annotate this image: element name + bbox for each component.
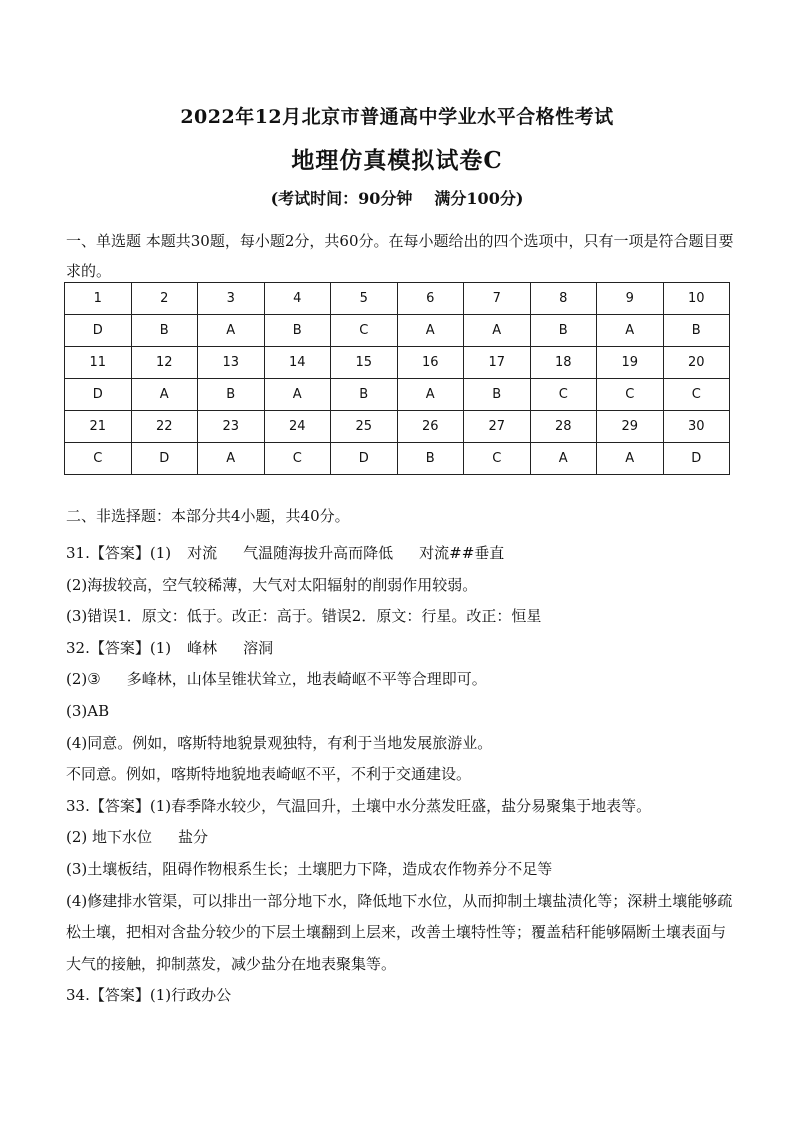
answer-row — [65, 443, 730, 475]
question-number-cell: 8 — [530, 283, 597, 315]
answer-cell: A — [264, 379, 331, 411]
question-number-cell: 26 — [397, 411, 464, 443]
answer-cell: D — [131, 443, 198, 475]
question-number-cell: 1 — [65, 283, 132, 315]
q33-line1: 33.【答案】(1)春季降水较少，气温回升，土壤中水分蒸发旺盛，盐分易聚集于地表等。 — [66, 796, 652, 815]
q31-line2: (2)海拔较高，空气较稀薄，大气对太阳辐射的削弱作用较弱。 — [66, 575, 478, 594]
q31-answer-b: 气温随海拔升高而降低 — [243, 544, 394, 562]
q32-answer-a: 峰林 — [187, 638, 218, 657]
answer-cell: C — [65, 443, 132, 475]
question-number-cell: 5 — [331, 283, 398, 315]
q32-l2-text: 多峰林，山体呈锥状耸立，地表崎岖不平等合理即可。 — [126, 670, 487, 689]
question-number-cell: 25 — [331, 411, 398, 443]
answer-cell: D — [65, 379, 132, 411]
section2-intro: 二、非选择题：本部分共4小题，共40分。 — [66, 507, 350, 525]
question-number-row — [65, 411, 730, 443]
q32-line3: (3)AB — [66, 701, 110, 720]
answer-cell: D — [663, 443, 730, 475]
question-number-cell: 2 — [131, 283, 198, 315]
question-number-cell: 3 — [198, 283, 265, 315]
question-number-cell: 19 — [597, 347, 664, 379]
question-number-cell: 15 — [331, 347, 398, 379]
q33-l2-b: 盐分 — [178, 828, 209, 847]
q32-line1 — [66, 633, 734, 665]
question-number-row — [65, 347, 730, 379]
answer-cell: B — [264, 315, 331, 347]
question-number-cell: 21 — [65, 411, 132, 443]
question-number-cell: 9 — [597, 283, 664, 315]
q33-l2-a: (2) 地下水位 — [66, 828, 153, 847]
exam-time: (考试时间：90分钟 — [270, 189, 413, 208]
answer-cell: B — [464, 379, 531, 411]
question-number-cell: 20 — [663, 347, 730, 379]
answer-cell: C — [331, 315, 398, 347]
question-number-cell: 29 — [597, 411, 664, 443]
answer-row — [65, 315, 730, 347]
q31-answer-a: 对流 — [187, 544, 218, 562]
answer-cell: C — [530, 379, 597, 411]
question-number-cell: 22 — [131, 411, 198, 443]
question-number-cell: 12 — [131, 347, 198, 379]
exam-score: 满分100分) — [434, 189, 524, 208]
section1-intro: 一、单选题 本题共30题，每小题2分，共60分。在每小题给出的四个选项中，只有一项是符合题目要求的。 — [66, 232, 734, 280]
answer-cell: A — [198, 315, 265, 347]
exam-subject-title: 地理仿真模拟试卷C — [291, 147, 503, 174]
answer-cell: A — [131, 379, 198, 411]
question-number-cell: 13 — [198, 347, 265, 379]
q32-line2 — [66, 664, 734, 696]
question-number-cell: 7 — [464, 283, 531, 315]
question-number-cell: 17 — [464, 347, 531, 379]
question-number-cell: 30 — [663, 411, 730, 443]
question-number-cell: 23 — [198, 411, 265, 443]
answer-row — [65, 379, 730, 411]
answer-cell: C — [663, 379, 730, 411]
question-number-cell: 27 — [464, 411, 531, 443]
exam-info — [0, 186, 794, 209]
answers-block — [66, 538, 734, 1012]
answer-cell: B — [663, 315, 730, 347]
question-number-cell: 14 — [264, 347, 331, 379]
exam-title: 2022年12月北京市普通高中学业水平合格性考试 — [180, 106, 614, 128]
q32-answer-b: 溶洞 — [243, 638, 274, 657]
answer-key-table — [64, 282, 730, 475]
question-number-cell: 6 — [397, 283, 464, 315]
q32-l2-label: (2)③ — [66, 670, 101, 689]
answer-cell: B — [331, 379, 398, 411]
question-number-cell: 16 — [397, 347, 464, 379]
q32-line5: 不同意。例如，喀斯特地貌地表崎岖不平，不利于交通建设。 — [66, 765, 472, 784]
answer-cell: A — [597, 443, 664, 475]
q31-prefix: 31.【答案】(1) — [66, 544, 172, 562]
answer-cell: A — [397, 315, 464, 347]
question-number-cell: 4 — [264, 283, 331, 315]
answer-cell: C — [464, 443, 531, 475]
question-number-cell: 10 — [663, 283, 730, 315]
answer-cell: A — [198, 443, 265, 475]
answer-cell: B — [131, 315, 198, 347]
answer-cell: A — [530, 443, 597, 475]
q32-line4: (4)同意。例如，喀斯特地貌景观独特，有利于当地发展旅游业。 — [66, 733, 493, 752]
answer-cell: A — [397, 379, 464, 411]
answer-cell: B — [198, 379, 265, 411]
q33-line2 — [66, 822, 734, 854]
question-number-row — [65, 283, 730, 315]
answer-cell: A — [464, 315, 531, 347]
answer-cell: C — [597, 379, 664, 411]
answer-cell: D — [65, 315, 132, 347]
q33-line3: (3)土壤板结，阻碍作物根系生长；土壤肥力下降，造成农作物养分不足等 — [66, 859, 553, 878]
question-number-cell: 24 — [264, 411, 331, 443]
question-number-cell: 11 — [65, 347, 132, 379]
question-number-cell: 18 — [530, 347, 597, 379]
answer-cell: A — [597, 315, 664, 347]
answer-cell: B — [530, 315, 597, 347]
q32-prefix: 32.【答案】(1) — [66, 638, 172, 657]
question-number-cell: 28 — [530, 411, 597, 443]
q31-answer-c: 对流##垂直 — [419, 544, 505, 562]
answer-cell: B — [397, 443, 464, 475]
q31-line1 — [66, 538, 734, 570]
answer-cell: C — [264, 443, 331, 475]
q31-line3: (3)错误1．原文：低于。改正：高于。错误2．原文：行星。改正：恒星 — [66, 607, 542, 626]
answer-cell: D — [331, 443, 398, 475]
q34-line1: 34.【答案】(1)行政办公 — [66, 986, 232, 1005]
q33-line4: (4)修建排水管渠，可以排出一部分地下水，降低地下水位，从而抑制土壤盐渍化等；深耕土壤能够疏松土壤，把相对含盐分较少的下层土壤翻到上层来，改善土壤特性等；覆盖秸秆能够隔断土壤表面与大气的接触，抑制蒸发，减少盐分在地表聚集等。 — [66, 891, 733, 973]
